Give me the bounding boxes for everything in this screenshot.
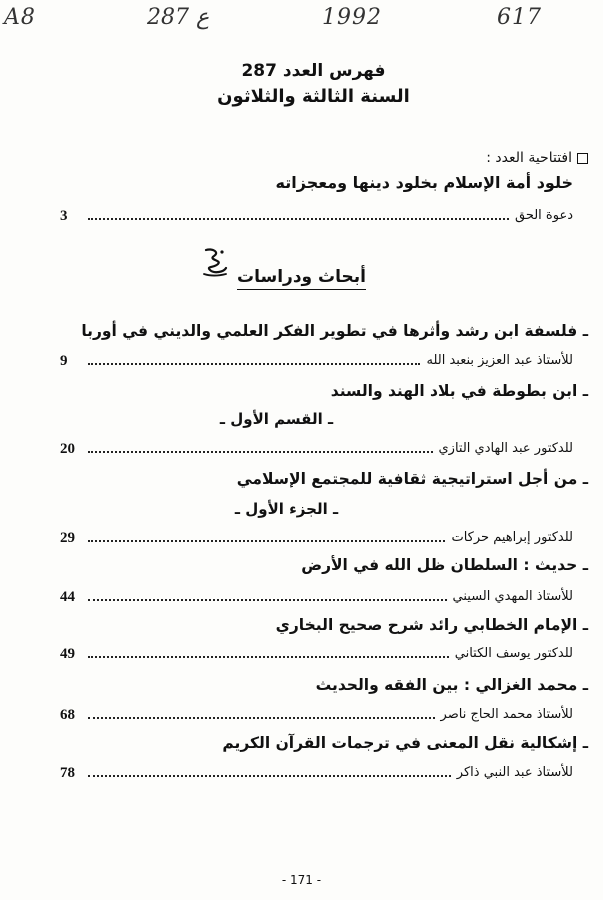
toc-author: للأستاذ محمد الحاج ناصر <box>440 707 573 722</box>
dotted-leader <box>88 656 449 658</box>
toc-author: للدكتور إبراهيم حركات <box>451 530 573 545</box>
entry-title: ـ فلسفة ابن رشد وأثرها في تطوير الفكر العلمي والديني في أوربا <box>81 322 588 340</box>
toc-author: للدكتور يوسف الكتاني <box>454 646 573 661</box>
toc-page-number: 78 <box>60 765 75 781</box>
year-title: السنة الثالثة والثلاثون <box>217 86 410 107</box>
intro-label <box>486 148 588 168</box>
entry-title: ـ من أجل استراتيجية ثقافية للمجتمع الإسلامي <box>236 470 588 488</box>
toc-row <box>60 350 573 370</box>
toc-row-intro <box>60 205 573 225</box>
toc-author: للأستاذ المهدي السيني <box>452 589 573 604</box>
handwritten-annotation-2: 287 ع <box>147 5 210 30</box>
dotted-leader <box>88 540 445 542</box>
entry-part-label: ـ الجزء الأول ـ <box>234 500 339 518</box>
section-heading <box>0 266 603 288</box>
entry-title: ـ ابن بطوطة في بلاد الهند والسند <box>330 382 588 400</box>
checkbox-square-icon <box>577 153 588 164</box>
toc-page-number: 49 <box>60 646 75 662</box>
toc-page-number: 29 <box>60 530 75 546</box>
toc-author: دعوة الحق <box>514 208 573 223</box>
dotted-leader <box>88 363 420 365</box>
page-number-footer: - 171 - <box>281 873 322 887</box>
handwritten-annotation-1: A8 <box>4 5 36 30</box>
toc-row <box>60 643 573 663</box>
toc-row <box>60 438 573 458</box>
toc-author: للأستاذ عبد النبي ذاكر <box>456 765 573 780</box>
intro-label-text: افتتاحية العدد : <box>486 150 572 166</box>
toc-row <box>60 527 573 547</box>
section-heading-text: أبحاث ودراسات <box>237 267 366 290</box>
handwritten-annotation-4: 617 <box>497 5 542 30</box>
toc-row <box>60 586 573 606</box>
toc-page-number: 3 <box>60 208 68 224</box>
toc-page-number: 68 <box>60 707 75 723</box>
entry-title: ـ الإمام الخطابي رائد شرح صحيح البخاري <box>275 616 588 634</box>
dotted-leader <box>88 599 447 601</box>
entry-title: ـ محمد الغزالي : بين الفقه والحديث <box>315 676 588 694</box>
entry-title: ـ إشكالية نقل المعنى في ترجمات القرآن الكريم <box>222 734 588 752</box>
handwritten-annotation-3: 1992 <box>322 5 382 30</box>
issue-title: فهرس العدد 287 <box>241 61 386 81</box>
toc-page-number: 9 <box>60 353 68 369</box>
toc-row <box>60 704 573 724</box>
dotted-leader <box>88 717 435 719</box>
intro-title: خلود أمة الإسلام بخلود دينها ومعجزاته <box>275 173 573 192</box>
toc-page-number: 20 <box>60 441 75 457</box>
dotted-leader <box>88 775 451 777</box>
toc-page-number: 44 <box>60 589 75 605</box>
entry-part-label: ـ القسم الأول ـ <box>219 410 334 428</box>
dotted-leader <box>88 218 509 220</box>
dotted-leader <box>88 451 433 453</box>
toc-author: للأستاذ عبد العزيز بنعبد الله <box>426 353 573 368</box>
toc-row <box>60 762 573 782</box>
entry-title: ـ حديث : السلطان ظل الله في الأرض <box>301 556 588 574</box>
toc-author: للدكتور عبد الهادي التازي <box>438 441 573 456</box>
